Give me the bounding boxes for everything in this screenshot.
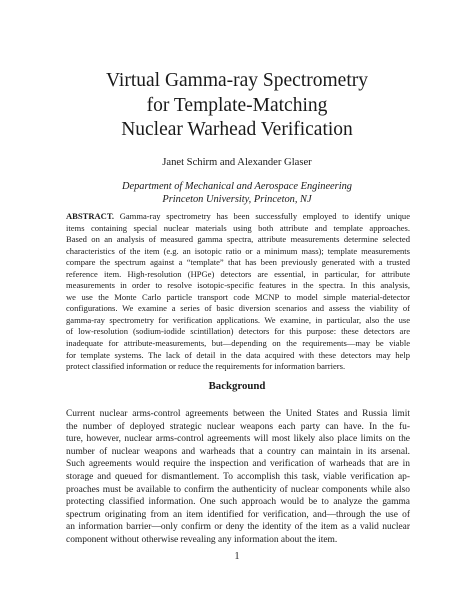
title-line: Virtual Gamma-ray Spectrometry	[106, 70, 368, 91]
title-line: Nuclear Warhead Verification	[121, 119, 353, 140]
abstract-line-text: Gamma-ray spectrometry has been successfully employed to identify unique	[119, 211, 410, 221]
abstract-line: reference item. High-resolution (HPGe) detectors are essential, in particular, for attribute	[66, 268, 410, 279]
abstract-label: ABSTRACT.	[66, 211, 115, 221]
abstract-line: of low-resolution (sodium-iodide scintillation) detectors for this purpose: these detectors are	[66, 326, 410, 337]
body-line: Such agreements would require the inspection and verification of warheads that are in	[66, 459, 410, 470]
abstract-line: measurements in order to resolve isotopic-specific features in the spectra. In this analysis,	[66, 280, 410, 291]
body-line: component without otherwise revealing any information about the item.	[66, 534, 338, 545]
body-paragraph	[66, 408, 410, 547]
abstract-line	[66, 211, 410, 223]
title-line: for Template-Matching	[146, 94, 328, 116]
abstract-line: for template systems. The lack of detail in the data acquired with these detectors may help	[66, 349, 410, 360]
affiliation-line: Department of Mechanical and Aerospace Engineering	[122, 181, 352, 192]
body-line: Current nuclear arms-control agreements between the United States and Russia limit	[66, 409, 410, 419]
section-heading-background: Background	[208, 380, 266, 392]
body-line: the number of deployed strategic nuclear weapons each party can have. In the fu-	[66, 421, 410, 432]
body-line: an information barrier—only confirm or deny the identity of the item as a valid nuclear	[66, 522, 410, 533]
abstract-line: Based on an analysis of measured gamma spectra, attribute measurements determine selected	[66, 234, 410, 245]
abstract-line: protect classified information or reduce the requirements for information barriers.	[66, 361, 346, 372]
abstract-line: gamma-ray spectrometry for verification applications. We examine, in particular, also the use	[66, 314, 410, 325]
body-line: spectrum originating from an item identified for verification, and—through the use of	[66, 509, 410, 520]
abstract-line: inadequate for attribute-measurements, but—depending on the requirements—may be viable	[66, 338, 410, 349]
abstract-line: compare the spectrum against a “template” that has been previously generated with a trusted	[66, 257, 410, 268]
author-affiliation	[40, 181, 434, 206]
affiliation-line: Princeton University, Princeton, NJ	[162, 193, 312, 205]
author-names: Janet Schirm and Alexander Glaser	[162, 157, 312, 168]
abstract-line: characteristics of the item (e.g. an isotopic ratio or a minimum mass); template measurements	[66, 245, 410, 256]
body-line: proaches must be available to confirm the authenticity of nuclear components while also	[66, 484, 410, 495]
body-line: storage and queued for dismantlement. To accomplish this task, viable verification ap-	[66, 471, 410, 482]
abstract-line: items containing special nuclear materials using both attribute and template approaches.	[66, 222, 410, 233]
body-line: protecting classified information. One such approach would be to analyze the gamma	[66, 497, 410, 508]
abstract	[66, 211, 410, 373]
body-line: number of nuclear weapons and warheads that a country can maintain in its arsenal.	[66, 446, 410, 457]
paper-title	[40, 69, 434, 143]
page-number: 1	[234, 551, 240, 562]
abstract-line: configurations. We examine a series of basic diversion scenarios and assess the viability of	[66, 303, 410, 314]
body-line: ture, however, nuclear arms-control agreements will most likely also place limits on the	[66, 434, 410, 445]
abstract-line: we use the Monte Carlo particle transport code MCNP to model simple material-detector	[66, 291, 410, 302]
